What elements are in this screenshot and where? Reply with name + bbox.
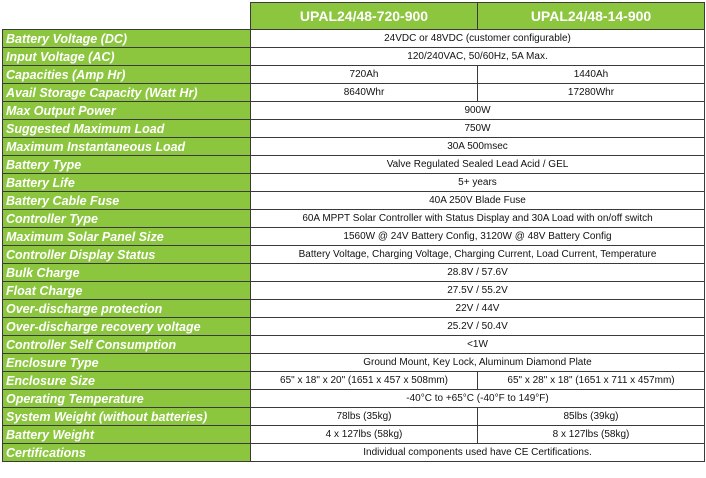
spec-row bbox=[3, 192, 705, 210]
spec-value: 28.8V / 57.6V bbox=[251, 264, 705, 282]
spec-row bbox=[3, 102, 705, 120]
spec-label: Controller Display Status bbox=[3, 246, 251, 264]
spec-value: 4 x 127lbs (58kg) bbox=[251, 426, 478, 444]
spec-label: Max Output Power bbox=[3, 102, 251, 120]
spec-value: 30A 500msec bbox=[251, 138, 705, 156]
spec-label: Battery Type bbox=[3, 156, 251, 174]
spec-row bbox=[3, 174, 705, 192]
spec-value: 8 x 127lbs (58kg) bbox=[478, 426, 705, 444]
spec-row bbox=[3, 300, 705, 318]
spec-value: Valve Regulated Sealed Lead Acid / GEL bbox=[251, 156, 705, 174]
spec-value: <1W bbox=[251, 336, 705, 354]
spec-value: 78lbs (35kg) bbox=[251, 408, 478, 426]
spec-value: Individual components used have CE Certifications. bbox=[251, 444, 705, 462]
spec-value: 24VDC or 48VDC (customer configurable) bbox=[251, 30, 705, 48]
spec-value: 750W bbox=[251, 120, 705, 138]
spec-label: Enclosure Type bbox=[3, 354, 251, 372]
spec-row bbox=[3, 30, 705, 48]
spec-label: Bulk Charge bbox=[3, 264, 251, 282]
spec-value: 40A 250V Blade Fuse bbox=[251, 192, 705, 210]
spec-value: -40°C to +65°C (-40°F to 149°F) bbox=[251, 390, 705, 408]
spec-value: 22V / 44V bbox=[251, 300, 705, 318]
spec-label: System Weight (without batteries) bbox=[3, 408, 251, 426]
spec-value: 27.5V / 55.2V bbox=[251, 282, 705, 300]
spec-row bbox=[3, 390, 705, 408]
spec-value: 5+ years bbox=[251, 174, 705, 192]
model-header-1: UPAL24/48-720-900 bbox=[251, 3, 478, 30]
spec-value: 17280Whr bbox=[478, 84, 705, 102]
spec-label: Capacities (Amp Hr) bbox=[3, 66, 251, 84]
spec-row bbox=[3, 318, 705, 336]
spec-value: 60A MPPT Solar Controller with Status Display and 30A Load with on/off switch bbox=[251, 210, 705, 228]
spec-row bbox=[3, 246, 705, 264]
spec-row bbox=[3, 426, 705, 444]
spec-value: 65" x 18" x 20" (1651 x 457 x 508mm) bbox=[251, 372, 478, 390]
spec-row bbox=[3, 336, 705, 354]
spec-value: 1560W @ 24V Battery Config, 3120W @ 48V Battery Config bbox=[251, 228, 705, 246]
spec-row bbox=[3, 210, 705, 228]
spec-label: Controller Type bbox=[3, 210, 251, 228]
spec-row bbox=[3, 354, 705, 372]
spec-label: Enclosure Size bbox=[3, 372, 251, 390]
spec-label: Maximum Instantaneous Load bbox=[3, 138, 251, 156]
spec-label: Battery Cable Fuse bbox=[3, 192, 251, 210]
spec-label: Suggested Maximum Load bbox=[3, 120, 251, 138]
spec-label: Battery Voltage (DC) bbox=[3, 30, 251, 48]
spec-row bbox=[3, 120, 705, 138]
spec-row bbox=[3, 264, 705, 282]
spec-label: Controller Self Consumption bbox=[3, 336, 251, 354]
spec-value: 120/240VAC, 50/60Hz, 5A Max. bbox=[251, 48, 705, 66]
spec-label: Over-discharge recovery voltage bbox=[3, 318, 251, 336]
spec-label: Maximum Solar Panel Size bbox=[3, 228, 251, 246]
header-corner bbox=[3, 3, 251, 30]
spec-value: 900W bbox=[251, 102, 705, 120]
header-row bbox=[3, 3, 705, 30]
spec-row bbox=[3, 372, 705, 390]
spec-label: Float Charge bbox=[3, 282, 251, 300]
spec-row bbox=[3, 84, 705, 102]
spec-row bbox=[3, 156, 705, 174]
spec-value: Battery Voltage, Charging Voltage, Charging Current, Load Current, Temperature bbox=[251, 246, 705, 264]
spec-row bbox=[3, 48, 705, 66]
spec-table bbox=[2, 2, 705, 462]
spec-value: 720Ah bbox=[251, 66, 478, 84]
spec-label: Avail Storage Capacity (Watt Hr) bbox=[3, 84, 251, 102]
spec-label: Battery Life bbox=[3, 174, 251, 192]
spec-value: 65" x 28" x 18" (1651 x 711 x 457mm) bbox=[478, 372, 705, 390]
spec-label: Battery Weight bbox=[3, 426, 251, 444]
spec-value: 8640Whr bbox=[251, 84, 478, 102]
spec-value: 85lbs (39kg) bbox=[478, 408, 705, 426]
spec-value: 25.2V / 50.4V bbox=[251, 318, 705, 336]
spec-row bbox=[3, 282, 705, 300]
spec-row bbox=[3, 66, 705, 84]
spec-label: Over-discharge protection bbox=[3, 300, 251, 318]
spec-row bbox=[3, 444, 705, 462]
spec-label: Input Voltage (AC) bbox=[3, 48, 251, 66]
spec-label: Operating Temperature bbox=[3, 390, 251, 408]
spec-row bbox=[3, 228, 705, 246]
spec-row bbox=[3, 138, 705, 156]
spec-label: Certifications bbox=[3, 444, 251, 462]
spec-row bbox=[3, 408, 705, 426]
spec-value: Ground Mount, Key Lock, Aluminum Diamond Plate bbox=[251, 354, 705, 372]
spec-value: 1440Ah bbox=[478, 66, 705, 84]
model-header-2: UPAL24/48-14-900 bbox=[478, 3, 705, 30]
